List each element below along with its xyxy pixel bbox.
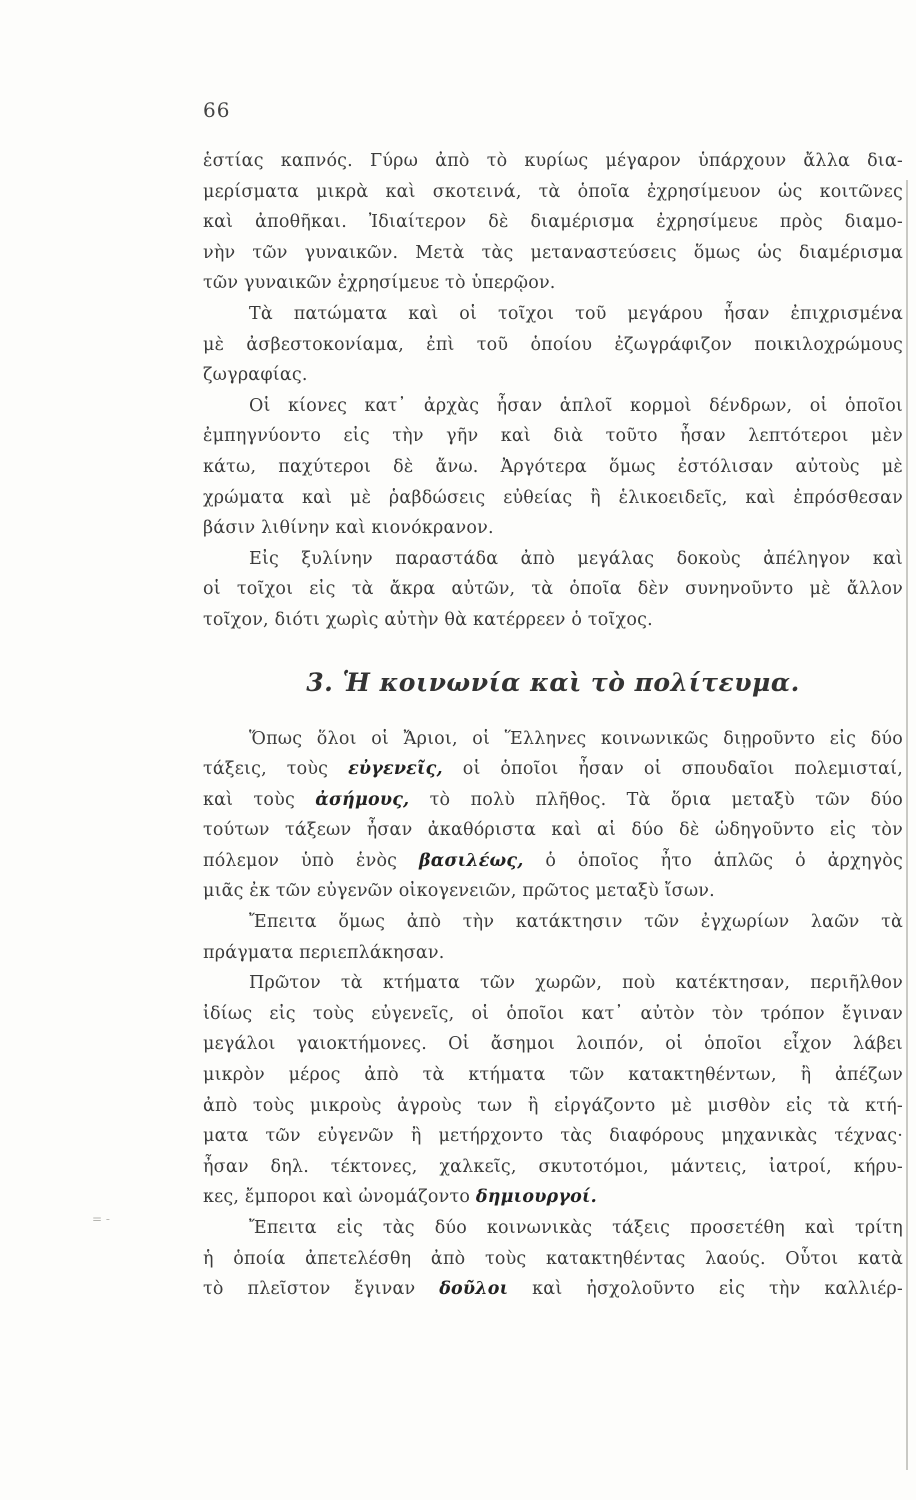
page-edge-shadow: [906, 180, 908, 1470]
text-line: Πρῶτον τὰ κτήματα τῶν χωρῶν, ποὺ κατέκτησαν, περιῆλθον: [249, 973, 903, 994]
emphasized-term: ἀσήμους,: [315, 789, 410, 810]
text-line: μεγάλοι γαιοκτήμονες. Οἱ ἄσημοι λοιπόν, οἱ ὁποῖοι εἶχον λάβει: [203, 1034, 903, 1055]
text-line: Ἔπειτα εἰς τὰς δύο κοινωνικὰς τάξεις προσετέθη καὶ τρίτη: [249, 1218, 903, 1238]
text-line: ἡ ὁποία ἀπετελέσθη ἀπὸ τοὺς κατακτηθέντας λαούς. Οὗτοι κατὰ: [203, 1248, 903, 1269]
text-run: τὸ πλεῖστον ἔγιναν: [203, 1279, 440, 1300]
text-line: [203, 754, 903, 785]
text-line: ἑστίας καπνός. Γύρω ἀπὸ τὸ κυρίως μέγαρον ὑπάρχουν ἄλλα δια-: [203, 151, 903, 171]
text-line: μιᾶς ἐκ τῶν εὐγενῶν οἰκογενειῶν, πρῶτος μεταξὺ ἴσων.: [203, 881, 715, 902]
text-line: [203, 846, 903, 877]
text-line: κάτω, παχύτεροι δὲ ἄνω. Ἀργότερα ὅμως ἐστόλισαν αὐτοὺς μὲ: [203, 456, 903, 477]
text-line: ἀπὸ τοὺς μικροὺς ἀγροὺς των ἢ εἰργάζοντο μὲ μισθὸν εἰς τὰ κτή-: [203, 1095, 903, 1116]
page-number: 66: [203, 98, 231, 122]
text-line: πράγματα περιεπλάκησαν.: [203, 942, 445, 963]
text-line: νὴν τῶν γυναικῶν. Μετὰ τὰς μεταναστεύσεις ὅμως ὡς διαμέρισμα: [203, 242, 903, 263]
text-line: οἱ τοῖχοι εἰς τὰ ἄκρα αὐτῶν, τὰ ὁποῖα δὲν συνηνοῦντο μὲ ἄλλον: [203, 579, 903, 600]
emphasized-term: δημιουργοί.: [475, 1187, 597, 1208]
text-run: ὁ ὁποῖος ἦτο ἁπλῶς ὁ ἀρχηγὸς: [523, 850, 903, 871]
text-line: μερίσματα μικρὰ καὶ σκοτεινά, τὰ ὁποῖα ἐχρησίμευον ὡς κοιτῶνες: [203, 181, 903, 202]
text-line: [203, 1182, 903, 1213]
text-line: τούτων τάξεων ἦσαν ἀκαθόριστα καὶ αἱ δύο δὲ ὡδηγοῦντο εἰς τὸν: [203, 820, 903, 841]
text-line: [203, 785, 903, 816]
text-line: Ὅπως ὅλοι οἱ Ἄριοι, οἱ Ἕλληνες κοινωνικῶς διῃροῦντο εἰς δύο: [249, 728, 903, 749]
text-line: χρώματα καὶ μὲ ῥαβδώσεις εὐθείας ἢ ἑλικοειδεῖς, καὶ ἐπρόσθεσαν: [203, 487, 903, 508]
emphasized-term: δοῦλοι: [439, 1279, 509, 1300]
text-run: καὶ ἠσχολοῦντο εἰς τὴν καλλιέρ-: [508, 1279, 903, 1300]
text-line: Οἱ κίονες κατ᾿ ἀρχὰς ἦσαν ἁπλοῖ κορμοὶ δένδρων, οἱ ὁποῖοι: [249, 395, 903, 416]
text-line: τῶν γυναικῶν ἐχρησίμευε τὸ ὑπερῷον.: [203, 273, 556, 294]
text-line: τοῖχον, διότι χωρὶς αὐτὴν θὰ κατέρρεεν ὁ τοῖχος.: [203, 609, 653, 630]
emphasized-term: βασιλέως,: [418, 850, 524, 871]
text-line: καὶ ἀποθῆκαι. Ἰδιαίτερον δὲ διαμέρισμα ἐχρησίμευε πρὸς διαμο-: [203, 212, 903, 233]
text-line: μὲ ἀσβεστοκονίαμα, ἐπὶ τοῦ ὁποίου ἐζωγράφιζον ποικιλοχρώμους: [203, 334, 903, 355]
text-run: τὸ πολὺ πλῆθος. Τὰ ὅρια μεταξὺ τῶν δύο: [409, 789, 903, 810]
text-line: Τὰ πατώματα καὶ οἱ τοῖχοι τοῦ μεγάρου ἦσαν ἐπιχρισμένα: [249, 303, 903, 324]
body-text: [203, 146, 903, 1305]
section-heading: 3. Ἡ κοινωνία καὶ τὸ πολίτευμα.: [306, 667, 800, 697]
text-line: ζωγραφίας.: [203, 365, 308, 386]
text-line: ἰδίως εἰς τοὺς εὐγενεῖς, οἱ ὁποῖοι κατ᾿ αὐτὸν τὸν τρόπον ἔγιναν: [203, 1003, 903, 1024]
text-line: ἐμπηγνύοντο εἰς τὴν γῆν καὶ διὰ τοῦτο ἦσαν λεπτότεροι μὲν: [203, 426, 903, 447]
text-line: [203, 1274, 903, 1305]
emphasized-term: εὐγενεῖς,: [348, 759, 443, 780]
text-run: καὶ τοὺς: [203, 789, 316, 810]
text-line: Εἰς ξυλίνην παραστάδα ἀπὸ μεγάλας δοκοὺς ἀπέληγον καὶ: [249, 548, 903, 569]
text-line: ματα τῶν εὐγενῶν ἢ μετήρχοντο τὰς διαφόρους μηχανικὰς τέχνας·: [203, 1126, 903, 1147]
text-run: πόλεμον ὑπὸ ἑνὸς: [203, 850, 419, 871]
text-run: τάξεις, τοὺς: [203, 759, 349, 780]
text-line: βάσιν λιθίνην καὶ κιονόκρανον.: [203, 518, 494, 539]
text-run: οἱ ὁποῖοι ἦσαν οἱ σπουδαῖοι πολεμισταί,: [442, 759, 903, 780]
text-line: Ἔπειτα ὅμως ἀπὸ τὴν κατάκτησιν τῶν ἐγχωρίων λαῶν τὰ: [249, 912, 903, 933]
text-run: κες, ἔμποροι καὶ ὠνομάζοντο: [203, 1187, 476, 1208]
text-line: μικρὸν μέρος ἀπὸ τὰ κτήματα τῶν κατακτηθέντων, ἢ ἀπέζων: [203, 1065, 903, 1086]
text-line: ἦσαν δηλ. τέκτονες, χαλκεῖς, σκυτοτόμοι, μάντεις, ἰατροί, κήρυ-: [203, 1156, 903, 1177]
margin-mark: = -: [92, 1212, 110, 1226]
